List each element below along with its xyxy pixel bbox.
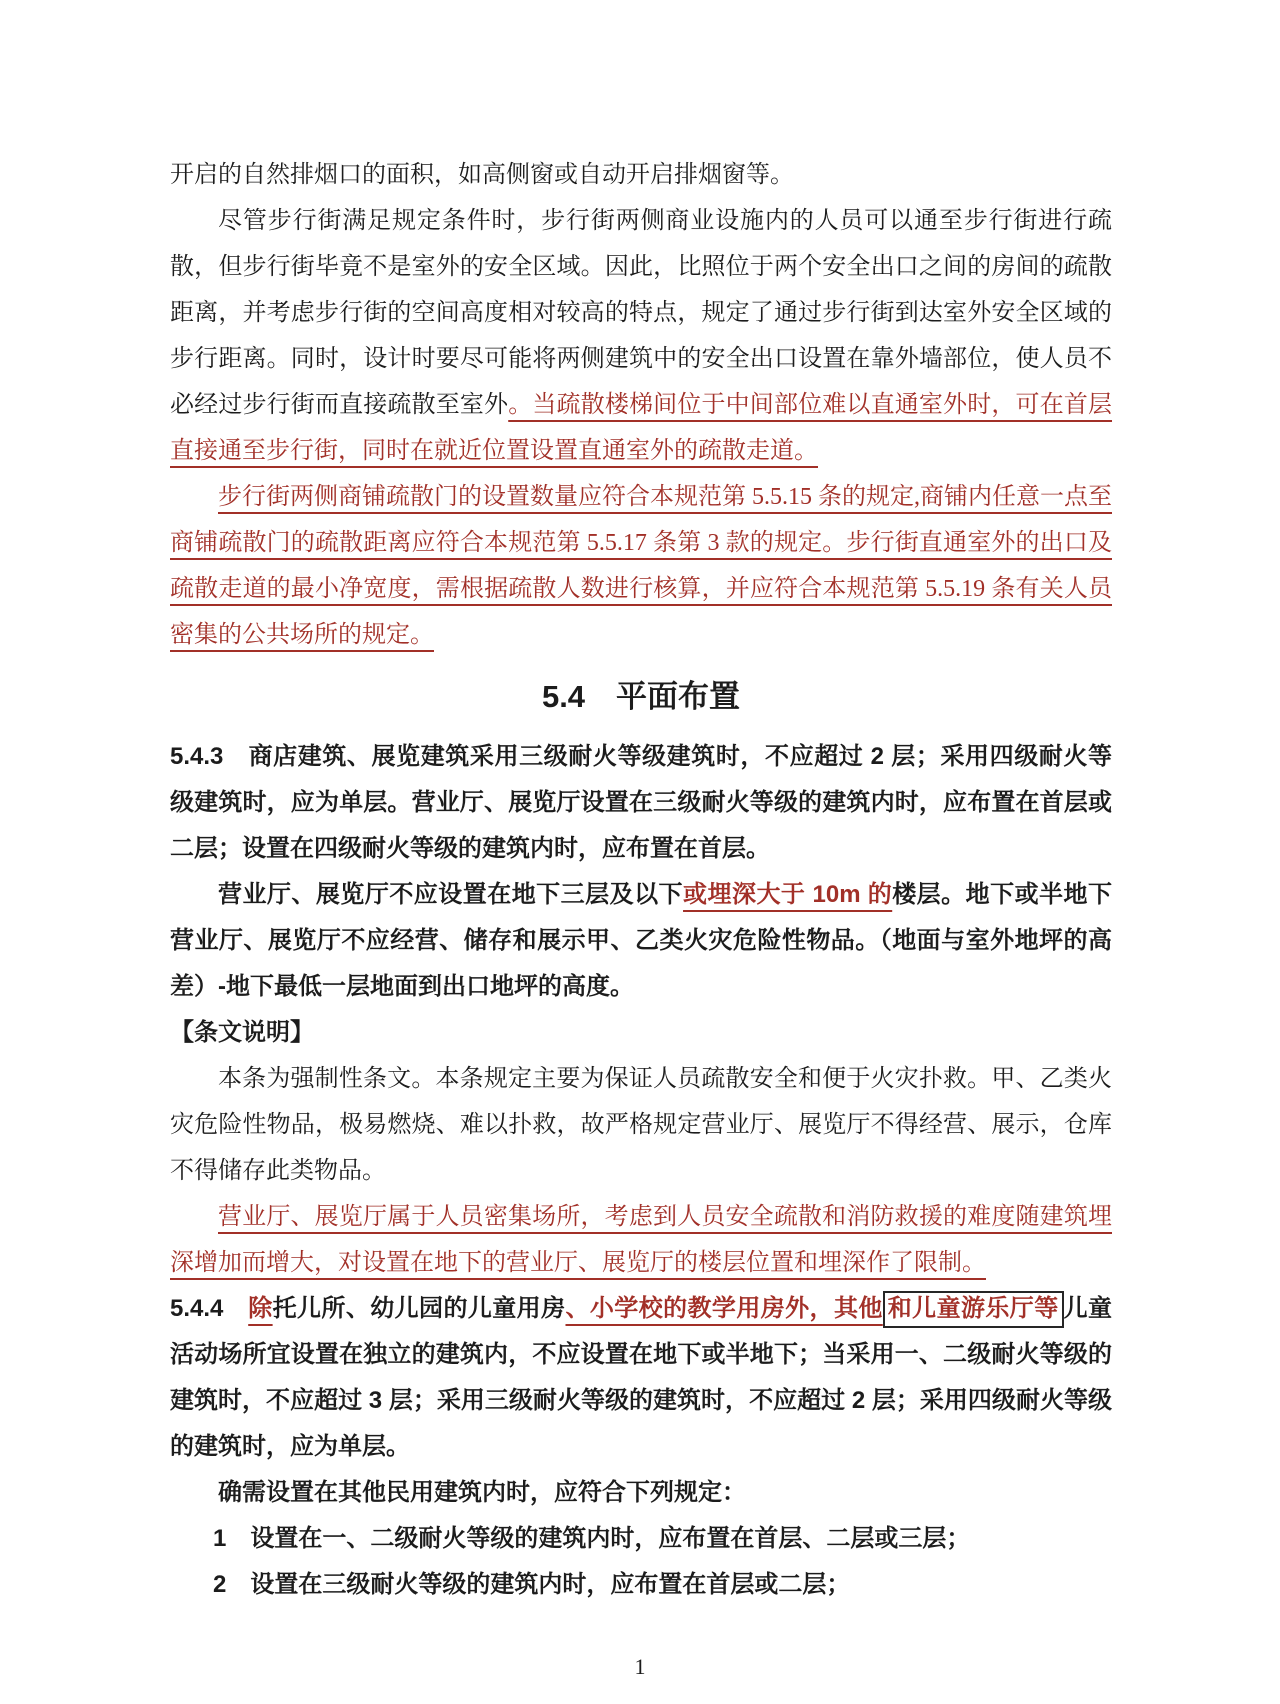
clause-5-4-4-item-2 (170, 1562, 1112, 1608)
section-heading-5-4 (170, 668, 1112, 726)
revision-segment: 营业厅、展览厅属于人员密集场所，考虑到人员安全疏散和消防救援的难度随建筑埋深增加而增大，对设置在地下的营业厅、展览厅的楼层位置和埋深作了限制。 (170, 1204, 1112, 1276)
paragraph-pedestrian-street (170, 198, 1112, 474)
text-segment: 托儿所、幼儿园的儿童用房 (272, 1295, 566, 1322)
page-number: 1 (634, 1654, 646, 1679)
text-segment: 开启的自然排烟口的面积，如高侧窗或自动开启排烟窗等。 (170, 162, 794, 188)
revision-segment: 、小学校的教学用房外，其他 (565, 1295, 883, 1322)
clause-5-4-4-para-2 (170, 1470, 1112, 1516)
text-segment: 1 设置在一、二级耐火等级的建筑内时，应布置在首层、二层或三层； (213, 1525, 971, 1552)
text-segment: 儿童活动场所宜设置在独立的建筑内，不应设置在地下或半地下；当采用一、二级耐火等级的建筑时，不应超过 3 层；采用三级耐火等级的建筑时，不应超过 2 层；采用四级耐火等级的建筑时，应为单层。 (170, 1295, 1113, 1460)
clause-5-4-4 (170, 1286, 1112, 1470)
text-segment: 楼层。地下或半地下营业厅、展览厅不应经营、储存和展示甲、乙类火灾危险性物品。（地面与室外地坪的高差）-地下最低一层地面到出口地坪的高度。 (170, 881, 1113, 1000)
text-segment: 2 设置在三级耐火等级的建筑内时，应布置在首层或二层； (213, 1571, 851, 1598)
revision-segment: 除 (248, 1295, 273, 1322)
text-segment: 确需设置在其他民用建筑内时，应符合下列规定： (218, 1479, 746, 1506)
revision-segment: 或埋深大于 10m 的 (683, 881, 893, 908)
text-segment: 5.4.3 商店建筑、展览建筑采用三级耐火等级建筑时，不应超过 2 层；采用四级耐火等级建筑时，应为单层。营业厅、展览厅设置在三级耐火等级的建筑内时，应布置在首层或二层；设置在四级耐火等级的建筑内时，应布置在首层。 (170, 743, 1112, 862)
text-segment: 5.4 平面布置 (541, 679, 741, 714)
clause-5-4-3 (170, 734, 1112, 872)
text-segment: 5.4.4 (170, 1295, 249, 1322)
explanation-label (170, 1010, 1112, 1056)
revision-segment: 。当疏散楼梯间位于中间部位难以直通室外时，可在首层直接通至步行街，同时在就近位置设置直通室外的疏散走道。 (170, 392, 1113, 464)
text-segment: 本条为强制性条文。本条规定主要为保证人员疏散安全和便于火灾扑救。甲、乙类火灾危险性物品，极易燃烧、难以扑救，故严格规定营业厅、展览厅不得经营、展示，仓库不得储存此类物品。 (170, 1066, 1112, 1184)
boxed-revision-segment: 和儿童游乐厅等 (883, 1291, 1064, 1328)
revision-segment: 步行街两侧商铺疏散门的设置数量应符合本规范第 5.5.15 条的规定,商铺内任意一点至商铺疏散门的疏散距离应符合本规范第 5.5.17 条第 3 款的规定。步行街直通室外的出口及疏散走道的最小净宽度，需根据疏散人数进行核算，并应符合本规范第 5.5.19 条有关人员密集的公共场所的规定。 (170, 484, 1112, 648)
paragraph-smoke-vent (170, 152, 1112, 198)
text-segment: 营业厅、展览厅不应设置在地下三层及以下 (218, 881, 684, 908)
clause-5-4-3-para-2 (170, 872, 1112, 1010)
clause-5-4-4-item-1 (170, 1516, 1112, 1562)
document-content (170, 152, 1112, 1608)
explanation-para-1 (170, 1056, 1112, 1194)
paragraph-shop-doors-revision (170, 474, 1112, 658)
explanation-para-2-revision (170, 1194, 1112, 1286)
text-segment: 【条文说明】 (170, 1019, 314, 1046)
text-segment: 尽管步行街满足规定条件时，步行街两侧商业设施内的人员可以通至步行街进行疏散，但步行街毕竟不是室外的安全区域。因此，比照位于两个安全出口之间的房间的疏散距离，并考虑步行街的空间高度相对较高的特点，规定了通过步行街到达室外安全区域的步行距离。同时，设计时要尽可能将两侧建筑中的安全出口设置在靠外墙部位，使人员不必经过步行街而直接疏散至室外 (170, 208, 1112, 418)
